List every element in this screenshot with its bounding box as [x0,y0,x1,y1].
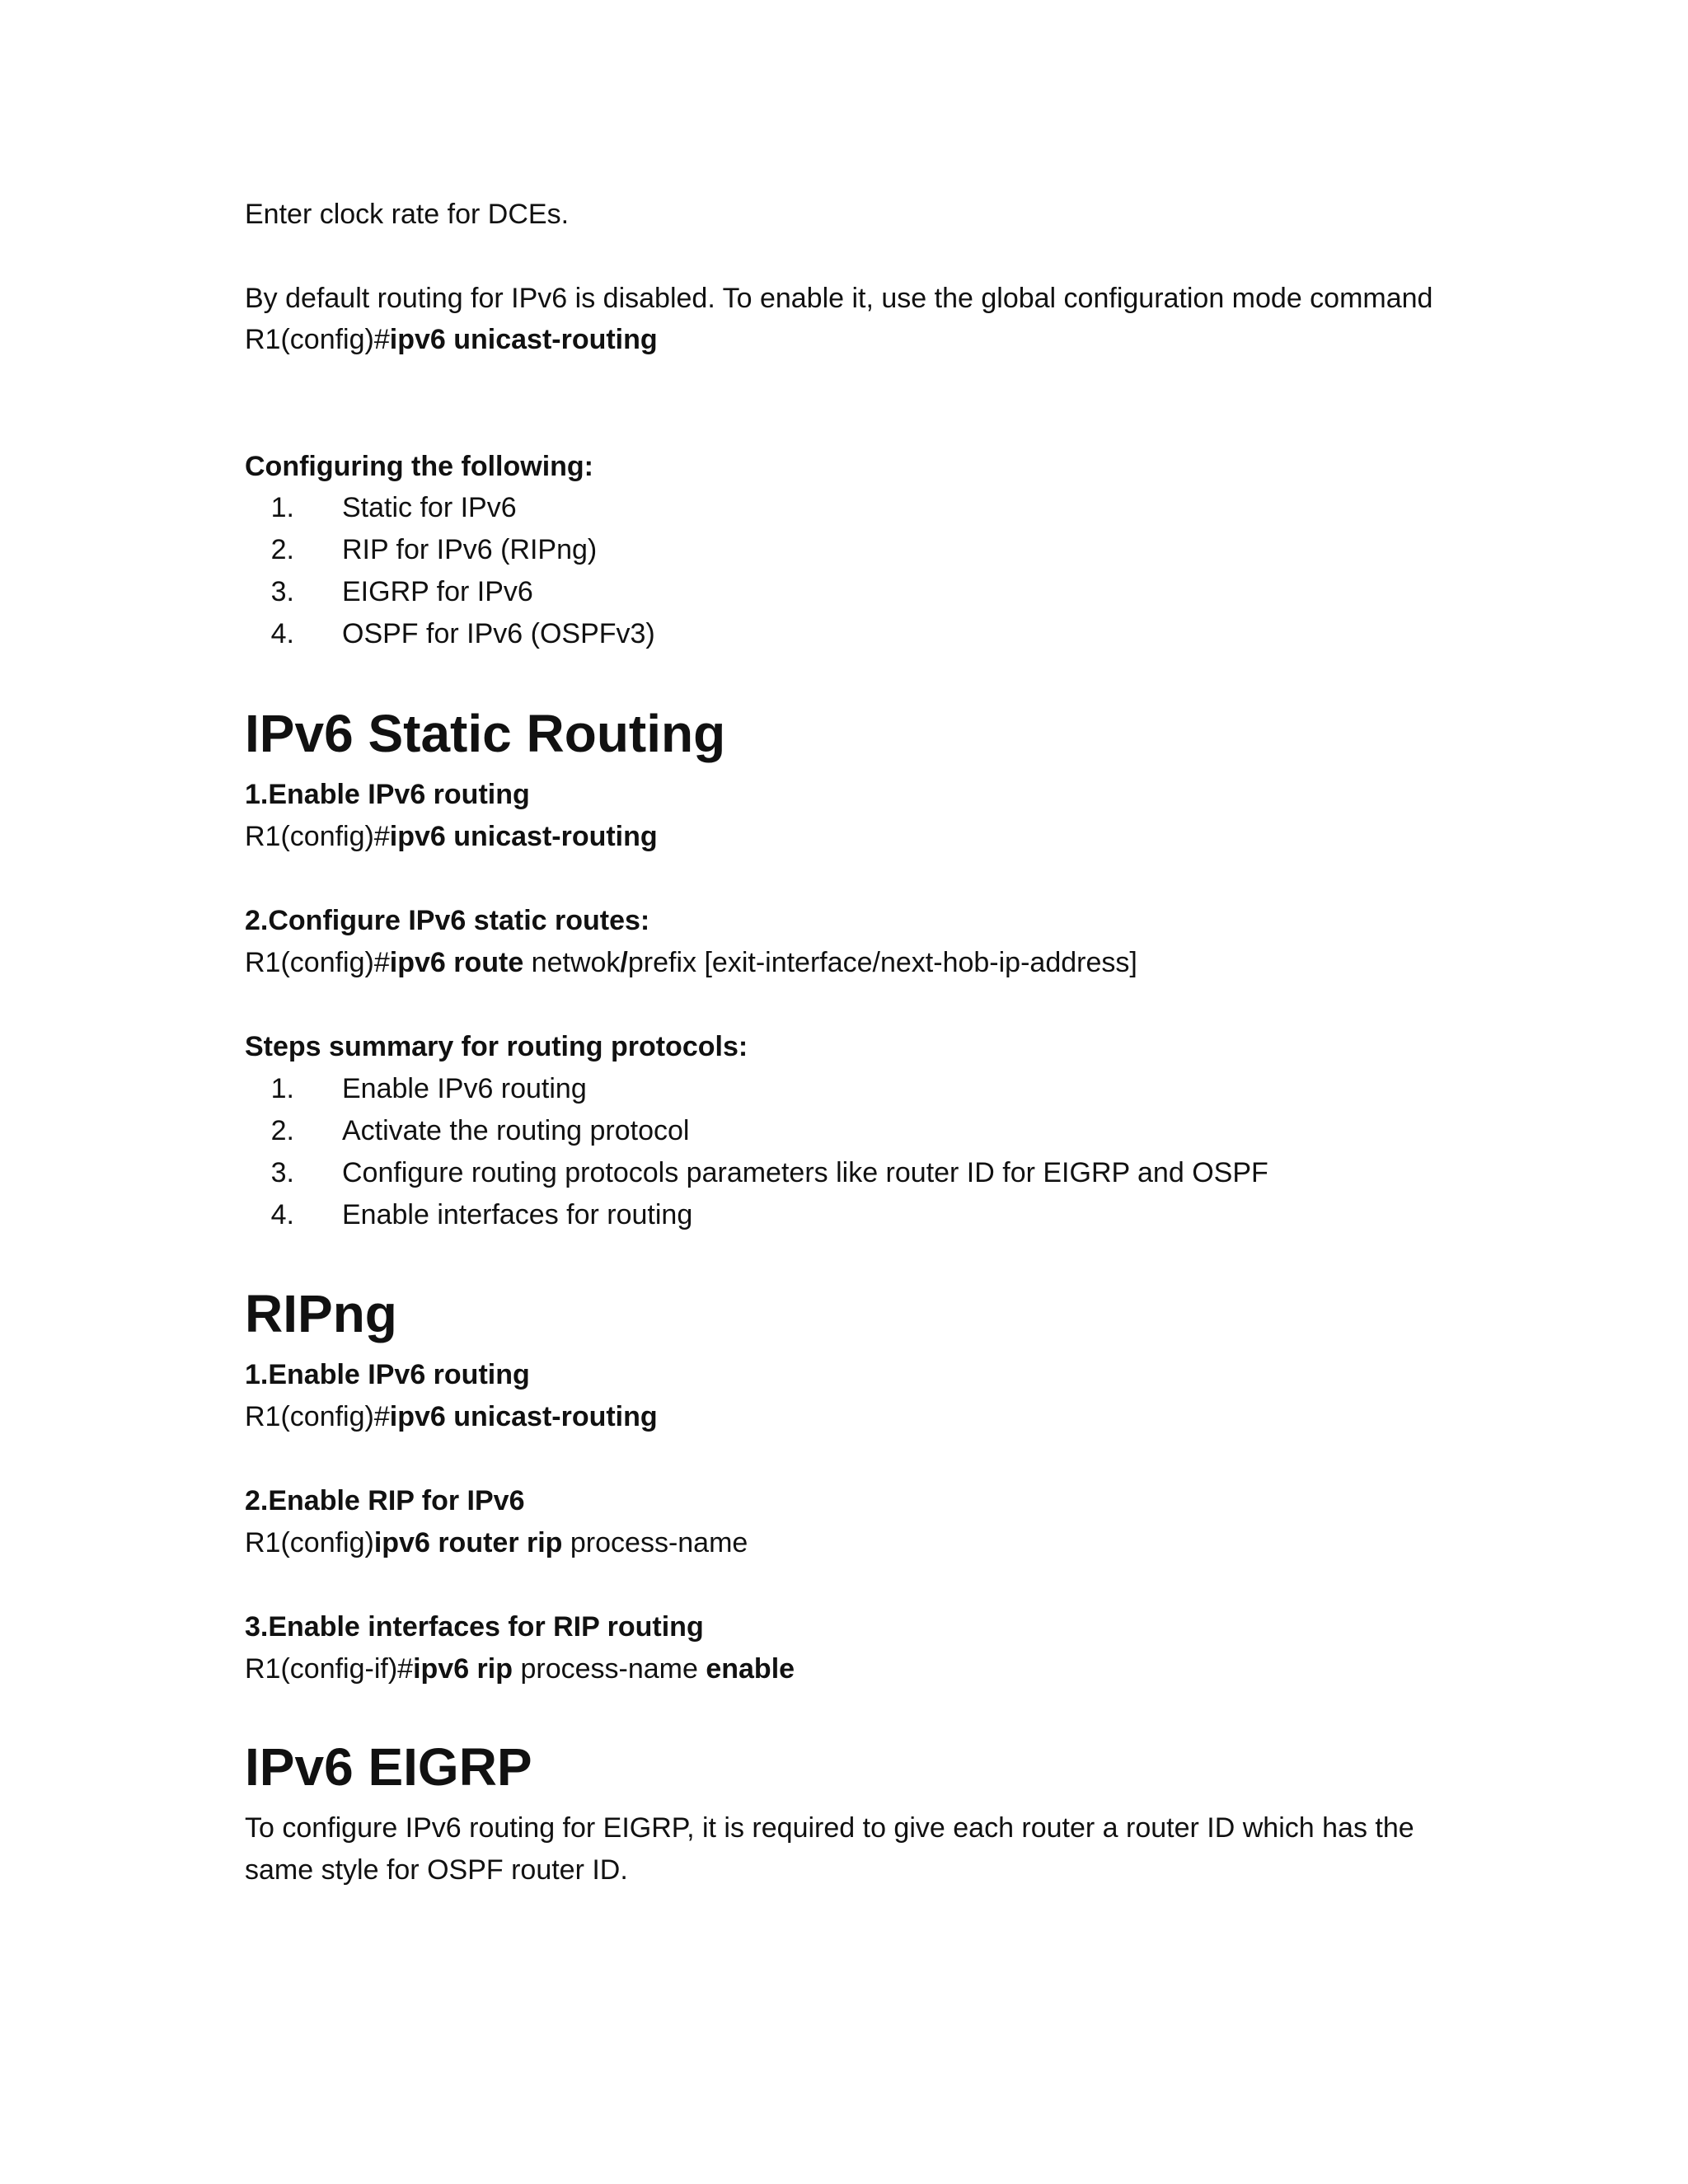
static-step2-heading: 2.Configure IPv6 static routes: [245,905,650,936]
eigrp-text-line1: To configure IPv6 routing for EIGRP, it is required to give each router a router ID which has the [245,1812,1414,1844]
ripng-step2-command: R1(config)ipv6 router rip process-name [245,1527,748,1558]
eigrp-text-line2: same style for OSPF router ID. [245,1854,628,1886]
intro-command-line [245,323,658,356]
ripng-step1-command: R1(config)#ipv6 unicast-routing [245,1401,658,1432]
static-step1-command: R1(config)#ipv6 unicast-routing [245,821,658,852]
list-item: 1. Enable IPv6 routing [270,1073,587,1104]
list-item: 4. OSPF for IPv6 (OSPFv3) [270,618,655,649]
static-step1-heading: 1.Enable IPv6 routing [245,779,530,810]
ripng-step2-heading: 2.Enable RIP for IPv6 [245,1485,525,1516]
list-item: 2. RIP for IPv6 (RIPng) [270,534,598,565]
list-item: 2. Activate the routing protocol [270,1115,690,1146]
list-item: 3. EIGRP for IPv6 [270,576,533,607]
list-item: 1. Static for IPv6 [270,492,517,523]
intro-default-text: By default routing for IPv6 is disabled. To enable it, use the global configuration mode command [245,283,1433,314]
section-title-eigrp: IPv6 EIGRP [245,1737,532,1797]
section-title-ripng: RIPng [245,1284,397,1343]
list-item: 4. Enable interfaces for routing [270,1199,693,1230]
command-prompt: R1(config)# [245,324,390,355]
command-text: ipv6 unicast-routing [389,324,658,355]
ripng-step3-heading: 3.Enable interfaces for RIP routing [245,1611,704,1643]
config-list-heading: Configuring the following: [245,451,594,482]
ripng-step1-heading: 1.Enable IPv6 routing [245,1359,530,1390]
static-step2-command: R1(config)#ipv6 route netwok/prefix [exit-interface/next-hob-ip-address] [245,947,1137,978]
intro-clock-text: Enter clock rate for DCEs. [245,199,570,230]
summary-heading: Steps summary for routing protocols: [245,1031,748,1062]
list-item: 3. Configure routing protocols parameters like router ID for EIGRP and OSPF [270,1157,1268,1188]
section-title-static: IPv6 Static Routing [245,704,726,763]
ripng-step3-command: R1(config-if)#ipv6 rip process-name enable [245,1653,795,1685]
